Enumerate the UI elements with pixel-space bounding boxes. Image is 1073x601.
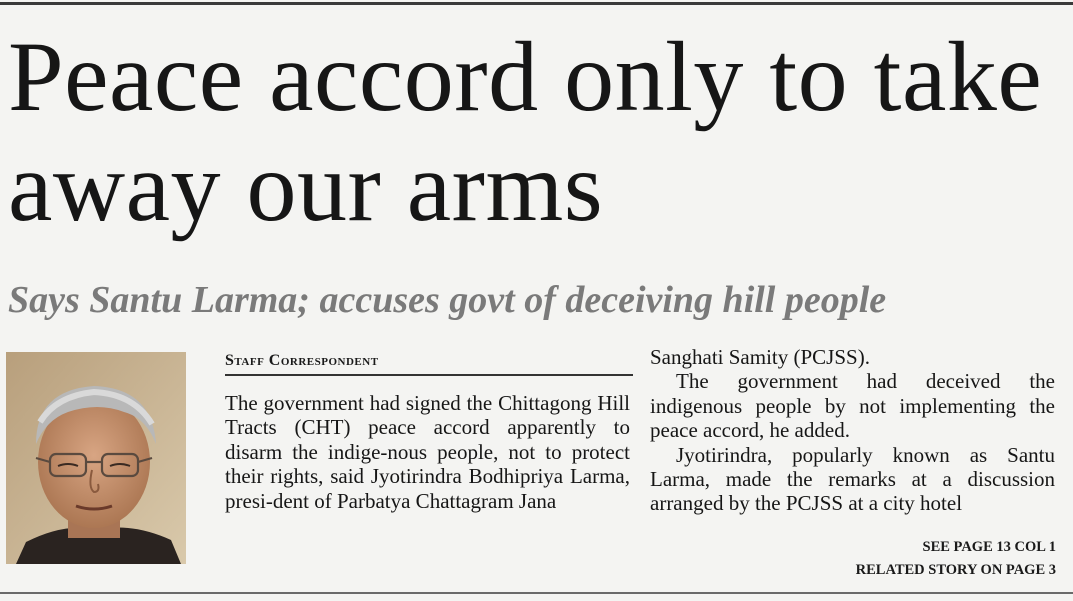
bottom-rule [0,592,1073,594]
headline: Peace accord only to take away our arms [8,21,1043,242]
portrait-illustration [6,352,186,564]
article-column-2 [650,345,1055,516]
portrait-photo [6,352,186,564]
byline: Staff Correspondent [225,352,633,376]
column-2-paragraph: The government had deceived the indigenous people by not implementing the peace accord, he added. [650,369,1055,443]
column-1-paragraph: The government had signed the Chittagong Hill Tracts (CHT) peace accord apparently to disarm the indige-nous people, not to protect their rights, said Jyotirindra Bodhipriya Larma, presi-dent of Parbatya Chattagram Jana [225,391,630,513]
jump-references [700,536,1056,582]
related-story-link[interactable]: RELATED STORY ON PAGE 3 [855,562,1056,578]
continuation-jump-link[interactable]: SEE PAGE 13 COL 1 [922,539,1056,555]
column-2-paragraph: Jyotirindra, popularly known as Santu Larma, made the remarks at a discussion arranged by the PCJSS at a city hotel [650,442,1055,516]
subheadline: Says Santu Larma; accuses govt of deceiving hill people [8,279,887,321]
column-2-lead: Sanghati Samity (PCJSS). [650,345,870,369]
article-column-1 [225,391,630,513]
top-rule [0,2,1073,5]
